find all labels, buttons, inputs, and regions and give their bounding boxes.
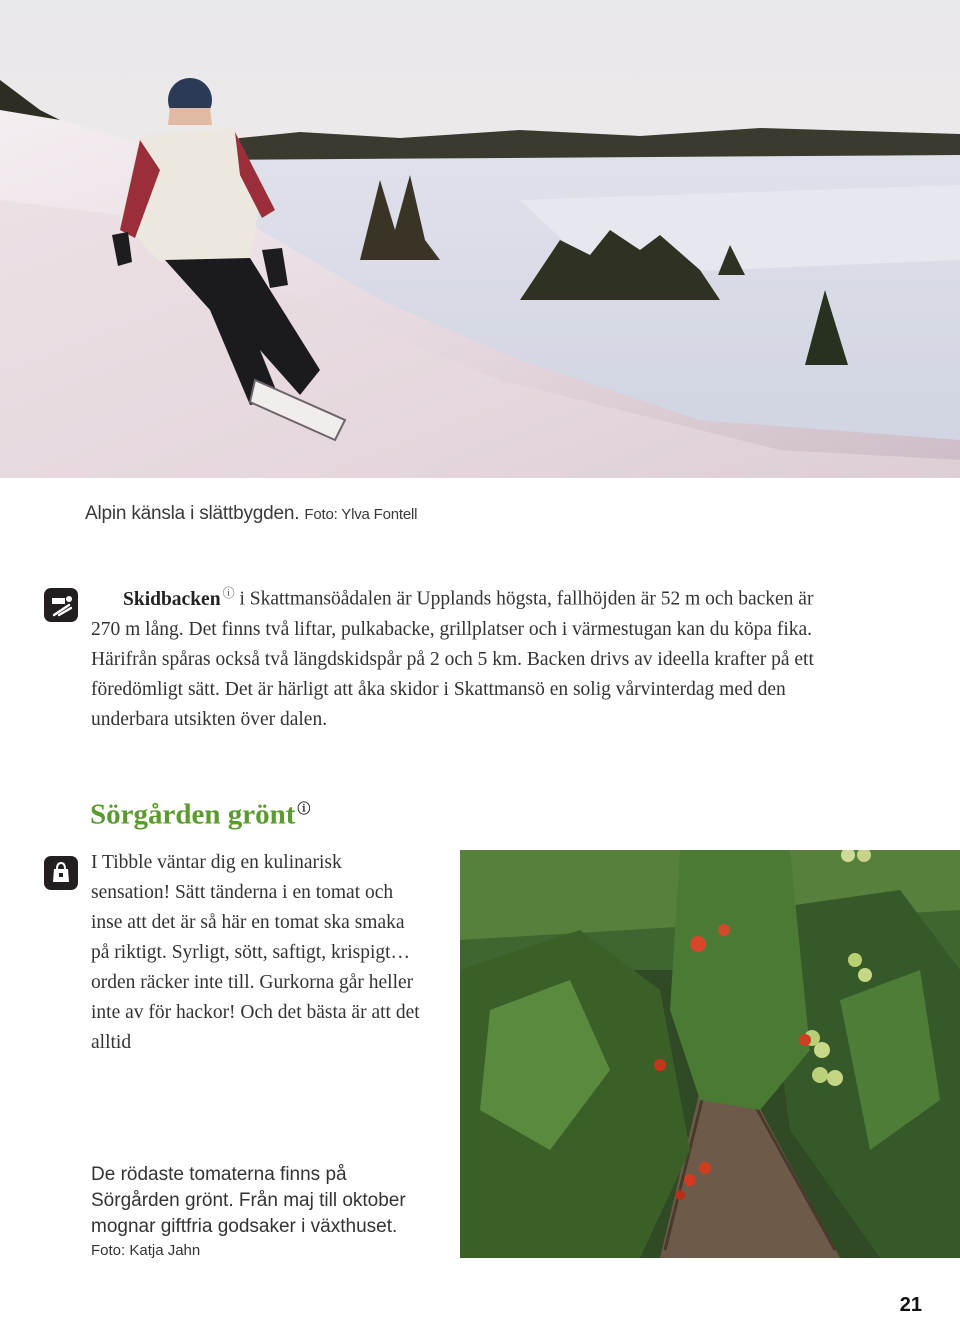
- page-number: 21: [899, 1294, 922, 1316]
- photo-credit: Foto: Katja Jahn: [91, 1242, 201, 1259]
- skidbacken-body: i Skattmansöådalen är Upplands högsta, fallhöjden är 52 m och backen är 270 m lång. Det finns två liftar, pulkabacke, grillplatser och i värmestugan kan du köpa fika. Härifrån spåras också två längdskidspår på 2 och 5 km. Backen drivs av ideella krafter på ett föredömligt sätt. Det är härligt att åka skidor i Skattmansö en solig vårvinterdag med den underbara utsikten över dalen.: [91, 588, 814, 730]
- photo-caption-bottom: [91, 1162, 431, 1262]
- shopping-bag-icon: [44, 856, 78, 890]
- tomato-greenhouse-photo: [460, 850, 960, 1258]
- skidbacken-paragraph: [91, 578, 821, 735]
- sorgarden-paragraph: I Tibble väntar dig en kulinarisk sensation! Sätt tänderna i en tomat och inse att det är så här en tomat ska smaka på riktigt. Syrligt, sött, saftigt, krispigt…orden räcker inte till. Gurkorna går heller inte av för hackor! Och det bästa är att det alltid: [91, 852, 420, 1053]
- skiing-icon: [44, 588, 78, 622]
- heading-text: Sörgården grönt: [90, 798, 296, 831]
- sorgarden-heading: [90, 798, 310, 832]
- snowboard-photo: [0, 0, 960, 478]
- photo-credit: Foto: Ylva Fontell: [304, 506, 418, 523]
- info-icon: ⓘ: [222, 586, 235, 600]
- caption-text: Alpin känsla i slättbygden.: [85, 503, 300, 524]
- photo-caption-top: [85, 503, 417, 525]
- skidbacken-term: Skidbacken: [123, 588, 221, 610]
- caption-text: De rödaste tomaterna finns på Sörgården grönt. Från maj till oktober mognar giftfria godsaker i växthuset.: [91, 1164, 406, 1237]
- info-icon: ⓘ: [297, 802, 311, 817]
